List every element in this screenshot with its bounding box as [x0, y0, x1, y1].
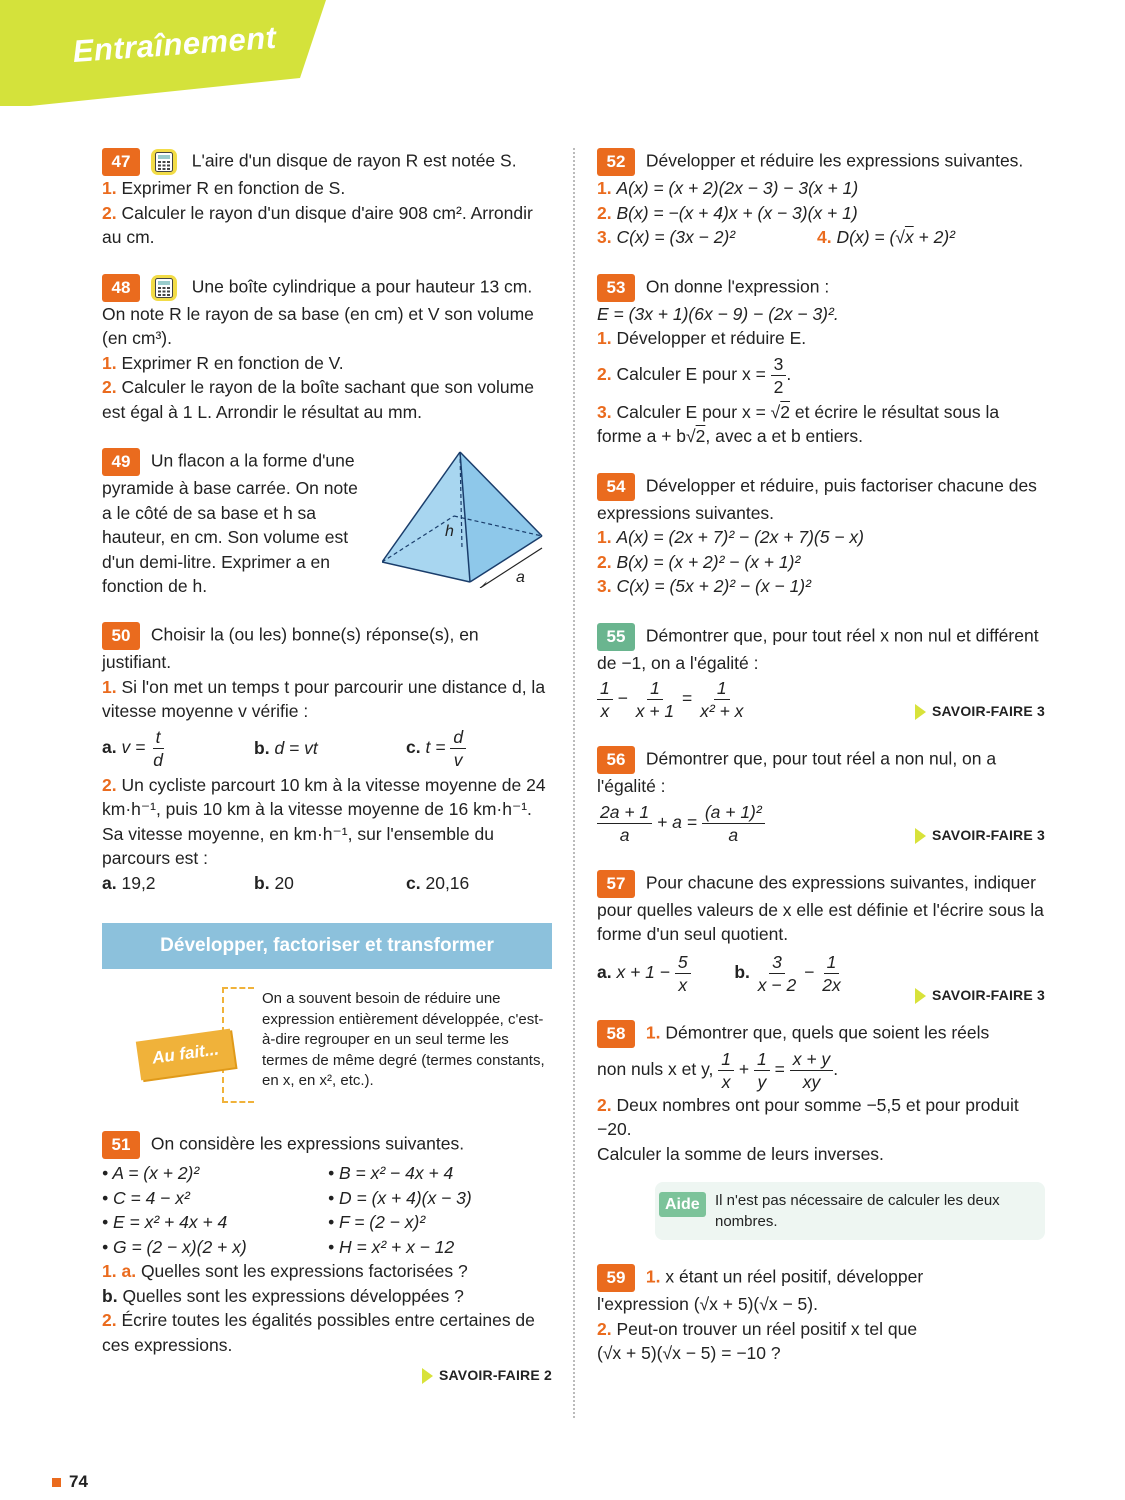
- page-footer: [52, 1472, 88, 1492]
- question-number: 1.: [102, 352, 117, 373]
- fraction: $\frac{1}{x}$: [718, 1048, 734, 1093]
- question-number: 4.: [817, 227, 832, 247]
- exercise-number: 59: [597, 1264, 635, 1292]
- choice-label: c.: [406, 736, 421, 757]
- play-arrow-icon: [422, 1368, 433, 1384]
- question-number: 1.: [645, 1266, 661, 1287]
- expression-list: [102, 1161, 552, 1259]
- question-number: 3.: [597, 401, 612, 422]
- exercise-intro: Pour chacune des expressions suivantes, indiquer pour quelles valeurs de x elle est définie et l'écrire sous la forme d'un seul quotient.: [597, 872, 1044, 944]
- fraction: $\frac{1}{\text{x² + x}}$: [700, 678, 744, 721]
- operator: −: [804, 961, 815, 982]
- exercise-52: [597, 148, 1045, 250]
- sqrt-icon: √: [895, 227, 905, 247]
- exercise-intro: Choisir la (ou les) bonne(s) réponse(s), en justifiant.: [102, 624, 479, 672]
- question-number: 1.: [102, 178, 117, 198]
- question-number: b.: [102, 1285, 118, 1306]
- exercise-number: 49: [102, 448, 140, 476]
- question-text: Peut-on trouver un réel positif x tel que: [616, 1318, 918, 1339]
- question-text: A(x) = (x + 2)(2x − 3) − 3(x + 1): [616, 178, 859, 198]
- question-number: 1. a.: [102, 1261, 137, 1281]
- answer-choices: [102, 871, 552, 896]
- exercise-53: 53 On donne l'expression : E = (3x + 1)(6x − 9) − (2x − 3)². 1. Développer et réduire E. 2. Calculer E pour x = $\frac{3}{2}$ . 3. Calculer E pour x = √2 et écrire le résultat sous la forme a + b√2, avec a et b entiers.: [597, 274, 1045, 449]
- au-fait-label: Au fait...: [136, 1029, 235, 1080]
- expression: • G = (2 − x)(2 + x): [102, 1236, 247, 1257]
- exercise-intro: On donne l'expression :: [645, 276, 830, 297]
- aide-label: Aide: [659, 1192, 706, 1217]
- operator: −: [617, 688, 628, 709]
- exercise-number: 54: [597, 473, 635, 501]
- choice-text: v =: [121, 736, 146, 757]
- question-number: 2.: [102, 377, 117, 397]
- fraction: $\frac{1}{x + 1}$: [635, 678, 675, 721]
- aide-box: [655, 1182, 1045, 1240]
- exercise-number: 52: [597, 148, 635, 176]
- question-number: 2.: [597, 1094, 612, 1115]
- exercise-intro: Développer et réduire, puis factoriser chacune des expressions suivantes.: [597, 475, 1037, 523]
- question-text: B(x) = −(x + 4)x + (x − 3)(x + 1): [616, 202, 858, 223]
- choice-text: 19,2: [121, 872, 156, 893]
- exercise-intro: Démontrer que, pour tout réel x non nul et différent de −1, on a l'égalité :: [597, 625, 1039, 673]
- exercise-intro: Développer et réduire les expressions suivantes.: [645, 150, 1024, 171]
- question-text: Calculer E pour x =: [616, 401, 766, 422]
- play-arrow-icon: [915, 988, 926, 1004]
- aide-text: Il n'est pas nécessaire de calculer les deux nombres.: [715, 1192, 1000, 1230]
- question-text: D(x) = (: [836, 227, 896, 247]
- question-text: Calculer E pour x =: [616, 363, 766, 384]
- exercise-59: [597, 1264, 1045, 1366]
- expression: x + 1 −: [616, 961, 670, 982]
- sqrt-icon: √: [770, 401, 781, 422]
- question-text: Calculer le rayon d'un disque d'aire 908 cm². Arrondir au cm.: [102, 202, 533, 247]
- expression: • A = (x + 2)²: [102, 1163, 200, 1183]
- question-number: 2.: [597, 363, 612, 384]
- exercise-number: 50: [102, 622, 140, 650]
- question-number: 2.: [597, 202, 612, 223]
- fraction: $\frac{1}{x}$: [597, 677, 613, 722]
- question-number: 3.: [597, 227, 612, 247]
- exercise-55: [597, 623, 1045, 723]
- question-text: et écrire le résultat sous la forme a + b: [597, 401, 1000, 446]
- operator: =: [682, 688, 693, 709]
- question-text: Si l'on met un temps t pour parcourir une distance d, la vitesse moyenne v vérifie :: [102, 676, 546, 721]
- choice-text: d = vt: [274, 737, 318, 758]
- exercise-intro: On considère les expressions suivantes.: [150, 1133, 465, 1154]
- fraction: $\frac{2a + 1}{a}$: [597, 801, 652, 846]
- question-number: 1.: [597, 527, 612, 547]
- exercise-number: 47: [102, 148, 140, 176]
- question-text: Quelles sont les expressions factorisées ?: [140, 1261, 468, 1281]
- expression: • E = x² + 4x + 4: [102, 1212, 228, 1232]
- question-text: , avec a et b entiers.: [705, 426, 863, 446]
- exercise-50: [102, 622, 552, 895]
- question-text: x étant un réel positif, développer: [665, 1266, 924, 1287]
- exercise-number: 58: [597, 1020, 635, 1048]
- question-text: non nuls x et y,: [597, 1058, 714, 1079]
- pyramid-label-h: h: [445, 523, 454, 540]
- expression: E = (3x + 1)(6x − 9) − (2x − 3)².: [597, 303, 839, 324]
- question-text: Écrire toutes les égalités possibles entre certaines de ces expressions.: [102, 1310, 535, 1355]
- operator: =: [774, 1058, 785, 1079]
- choice-text: 20,16: [425, 872, 470, 893]
- exercise-47: [102, 148, 552, 250]
- fraction: $\frac{1}{y}$: [754, 1048, 770, 1093]
- radicand: 2: [780, 401, 791, 422]
- page-title: Entraînement: [71, 19, 278, 70]
- left-column: [102, 148, 552, 1407]
- question-text: A(x) = (2x + 7)² − (2x + 7)(5 − x): [616, 527, 864, 547]
- exercise-intro: L'aire d'un disque de rayon R est notée S.: [191, 150, 517, 171]
- fraction: $\frac{x + y}{xy}$: [790, 1048, 833, 1093]
- question-text: Calculer la somme de leurs inverses.: [597, 1143, 884, 1164]
- fraction: $\frac{\text{(a + 1)²}}{a}$: [702, 801, 765, 846]
- exercise-intro: Démontrer que, pour tout réel a non nul, on a l'égalité :: [597, 748, 997, 796]
- exercise-number: 55: [597, 623, 635, 651]
- sqrt-icon: √: [686, 426, 696, 446]
- savoir-faire-link[interactable]: SAVOIR-FAIRE 3: [915, 983, 1045, 1008]
- question-number: 2.: [102, 1310, 117, 1330]
- choice-label: b.: [254, 872, 270, 893]
- calculator-icon: [151, 149, 177, 175]
- play-arrow-icon: [915, 704, 926, 720]
- pyramid-label-a: a: [516, 569, 525, 586]
- fraction: $\frac{5}{x}$: [675, 951, 691, 996]
- expression: • C = 4 − x²: [102, 1187, 190, 1208]
- choice-label: b.: [254, 737, 270, 758]
- choice-label: a.: [597, 961, 612, 982]
- savoir-faire-link[interactable]: SAVOIR-FAIRE 2: [422, 1363, 552, 1388]
- question-text: Exprimer R en fonction de S.: [121, 178, 346, 198]
- question-number: 2.: [597, 551, 612, 572]
- choice-label: b.: [734, 961, 750, 982]
- question-number: 2.: [597, 1318, 612, 1339]
- exercise-number: 48: [102, 274, 140, 302]
- question-number: 1.: [102, 676, 117, 697]
- question-text: Démontrer que, quels que soient les réels: [665, 1022, 990, 1043]
- right-column: [597, 148, 1045, 1390]
- question-text: Un cycliste parcourt 10 km à la vitesse moyenne de 24 km·h⁻¹, puis 10 km à la vitesse moyenne de 16 km·h⁻¹. Sa vitesse moyenne, en km·h⁻¹, sur l'ensemble du parcours est :: [102, 774, 546, 868]
- exercise-56: [597, 746, 1045, 846]
- choice-label: a.: [102, 736, 117, 757]
- question-number: 1.: [645, 1022, 661, 1043]
- fraction: $\frac{d}{v}$: [450, 726, 466, 771]
- question-text: Deux nombres ont pour somme −5,5 et pour produit −20.: [597, 1094, 1019, 1139]
- column-divider: [573, 148, 575, 1418]
- exercise-58: 58 1. Démontrer que, quels que soient les réels non nuls x et y, $\frac{1}{x}$ + $\frac{1}{y}$ = $\frac{x + y}{xy}$ . 2. Deux nombres ont pour somme −5,5 et pour produit −20. Calculer la somme de leurs inverses. Aide Il n'est pas nécessaire de calculer les deux nombres.: [597, 1020, 1045, 1241]
- footer-square-icon: [52, 1478, 61, 1487]
- exercise-49: [102, 448, 552, 598]
- play-arrow-icon: [915, 828, 926, 844]
- fraction: $\frac{3}{2}$: [771, 353, 787, 398]
- exercise-48: [102, 274, 552, 425]
- question-number: 2.: [102, 202, 117, 223]
- radicand: 2: [695, 426, 706, 446]
- operator: +: [738, 1058, 750, 1079]
- exercise-51: [102, 1131, 552, 1383]
- exercise-57: [597, 870, 1045, 1003]
- fraction: $\frac{t}{d}$: [153, 726, 163, 770]
- choice-label: c.: [406, 872, 421, 893]
- answer-choices: [102, 726, 552, 771]
- question-number: 2.: [102, 774, 117, 795]
- question-text: + 2)²: [913, 227, 956, 247]
- question-text: C(x) = (5x + 2)² − (x − 1)²: [616, 576, 811, 596]
- expression: • F = (2 − x)²: [328, 1212, 426, 1232]
- choice-label: a.: [102, 872, 117, 893]
- question-text: (√x + 5)(√x − 5) = −10 ?: [597, 1343, 781, 1363]
- question-number: 1.: [597, 328, 612, 348]
- exercise-54: [597, 473, 1045, 599]
- exercise-number: 53: [597, 274, 635, 302]
- question-text: Quelles sont les expressions développées ?: [122, 1285, 464, 1306]
- savoir-faire-link[interactable]: SAVOIR-FAIRE 3: [915, 823, 1045, 848]
- expression: • D = (x + 4)(x − 3): [328, 1187, 472, 1208]
- question-text: l'expression (√x + 5)(√x − 5).: [597, 1294, 818, 1314]
- expression: • H = x² + x − 12: [328, 1236, 455, 1257]
- au-fait-text: On a souvent besoin de réduire une expression entièrement développée, c'est-à-dire regrouper en un seul terme les termes de même degré (termes constants, en x, en x², etc.).: [262, 990, 545, 1089]
- fraction: $\frac{3}{x - 2}$: [757, 951, 797, 995]
- fraction: $\frac{1}{2x}$: [822, 951, 841, 995]
- savoir-faire-link[interactable]: SAVOIR-FAIRE 3: [915, 699, 1045, 724]
- question-number: 3.: [597, 576, 612, 596]
- au-fait-box: [102, 987, 552, 1099]
- question-text: Exprimer R en fonction de V.: [121, 352, 344, 373]
- question-text: Développer et réduire E.: [616, 328, 807, 348]
- question-text: B(x) = (x + 2)² − (x + 1)²: [616, 551, 801, 572]
- choice-text: t =: [425, 736, 446, 757]
- exercise-text: Un flacon a la forme d'une pyramide à base carrée. On note a le côté de sa base et h sa hauteur, en cm. Son volume est d'un demi-litre. Exprimer a en fonction de h.: [102, 450, 358, 596]
- exercise-number: 56: [597, 746, 635, 774]
- exercise-number: 57: [597, 870, 635, 898]
- expression: • B = x² − 4x + 4: [328, 1163, 454, 1183]
- question-text: C(x) = (3x − 2)²: [616, 227, 736, 247]
- calculator-icon: [151, 275, 177, 301]
- pyramid-figure: [382, 448, 552, 588]
- exercise-intro: Une boîte cylindrique a pour hauteur 13 cm. On note R le rayon de sa base (en cm) et V son volume (en cm³).: [102, 276, 534, 348]
- question-number: 1.: [597, 178, 612, 198]
- choice-text: 20: [274, 872, 294, 893]
- exercise-number: 51: [102, 1131, 140, 1159]
- operator: + a =: [657, 811, 697, 832]
- section-heading: Développer, factoriser et transformer: [102, 923, 552, 969]
- question-text: Calculer le rayon de la boîte sachant que son volume est égal à 1 L. Arrondir le résultat au mm.: [102, 377, 534, 422]
- radicand: x: [904, 227, 914, 247]
- page-number: 74: [69, 1472, 88, 1491]
